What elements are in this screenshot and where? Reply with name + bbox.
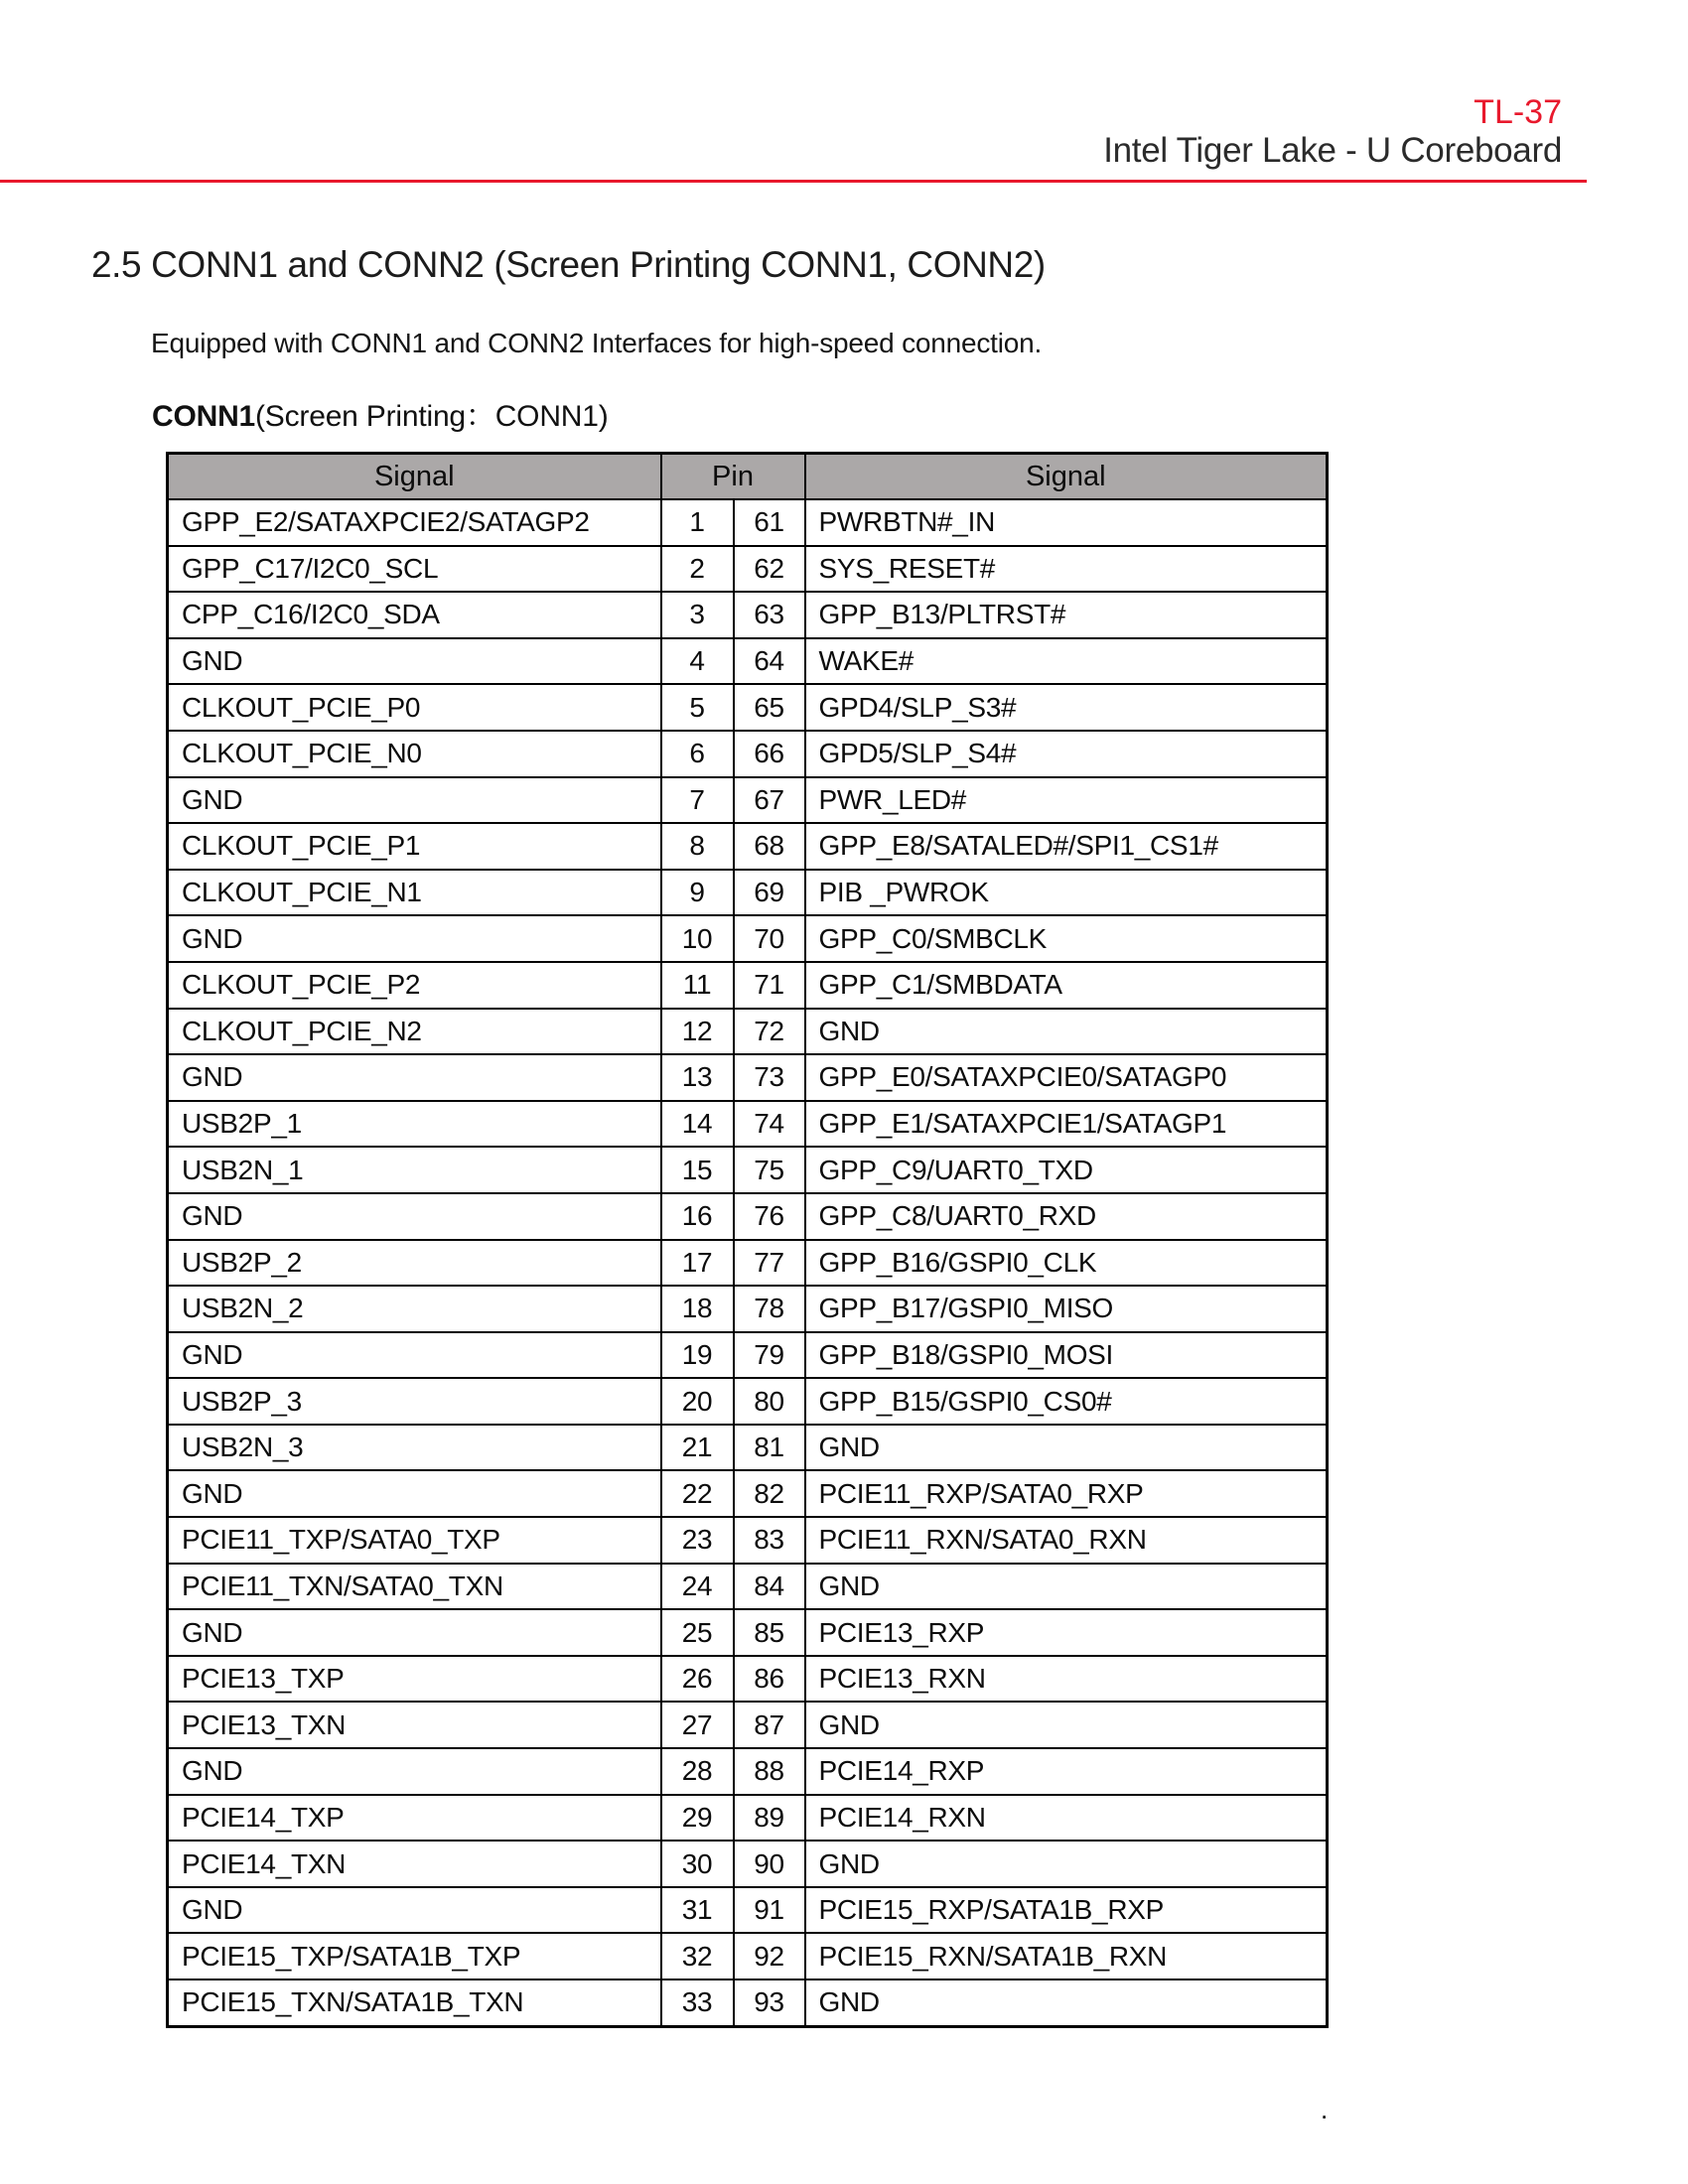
pin-right-cell: 77 bbox=[734, 1240, 805, 1287]
pin-left-cell: 12 bbox=[661, 1009, 734, 1055]
signal-right-cell: PCIE11_RXP/SATA0_RXP bbox=[805, 1470, 1328, 1517]
signal-right-cell: GPP_C9/UART0_TXD bbox=[805, 1147, 1328, 1193]
signal-right-cell: PIB _PWROK bbox=[805, 870, 1328, 916]
pin-right-cell: 90 bbox=[734, 1841, 805, 1887]
conn1-label bbox=[152, 391, 609, 435]
table-row bbox=[168, 1101, 1328, 1148]
pin-right-cell: 89 bbox=[734, 1795, 805, 1842]
pin-left-cell: 31 bbox=[661, 1887, 734, 1934]
signal-left-cell: PCIE11_TXP/SATA0_TXP bbox=[168, 1517, 661, 1564]
table-row bbox=[168, 1240, 1328, 1287]
pin-right-cell: 66 bbox=[734, 731, 805, 777]
signal-right-cell: PCIE13_RXN bbox=[805, 1656, 1328, 1703]
signal-left-cell: GND bbox=[168, 1470, 661, 1517]
signal-right-cell: WAKE# bbox=[805, 638, 1328, 685]
pin-left-cell: 29 bbox=[661, 1795, 734, 1842]
pin-right-cell: 92 bbox=[734, 1933, 805, 1979]
pin-left-cell: 17 bbox=[661, 1240, 734, 1287]
signal-right-cell: GND bbox=[805, 1564, 1328, 1610]
pin-right-cell: 67 bbox=[734, 777, 805, 824]
signal-left-cell: GND bbox=[168, 915, 661, 962]
signal-left-cell: USB2N_1 bbox=[168, 1147, 661, 1193]
pin-left-cell: 23 bbox=[661, 1517, 734, 1564]
table-row bbox=[168, 684, 1328, 731]
signal-left-cell: CLKOUT_PCIE_N1 bbox=[168, 870, 661, 916]
pin-right-cell: 64 bbox=[734, 638, 805, 685]
signal-left-cell: GND bbox=[168, 638, 661, 685]
table-row bbox=[168, 1933, 1328, 1979]
signal-left-cell: PCIE14_TXP bbox=[168, 1795, 661, 1842]
table-row bbox=[168, 1887, 1328, 1934]
signal-right-cell: GND bbox=[805, 1702, 1328, 1748]
pin-right-cell: 61 bbox=[734, 499, 805, 546]
signal-right-cell: GPP_B16/GSPI0_CLK bbox=[805, 1240, 1328, 1287]
signal-right-cell: GND bbox=[805, 1009, 1328, 1055]
table-row bbox=[168, 777, 1328, 824]
pin-right-cell: 79 bbox=[734, 1332, 805, 1379]
signal-right-cell: PCIE15_RXN/SATA1B_RXN bbox=[805, 1933, 1328, 1979]
table-row bbox=[168, 1425, 1328, 1471]
signal-right-cell: PCIE13_RXP bbox=[805, 1609, 1328, 1656]
pin-right-cell: 70 bbox=[734, 915, 805, 962]
signal-left-cell: USB2N_3 bbox=[168, 1425, 661, 1471]
table-row bbox=[168, 1286, 1328, 1332]
pin-left-cell: 5 bbox=[661, 684, 734, 731]
table-row bbox=[168, 962, 1328, 1009]
signal-left-cell: PCIE11_TXN/SATA0_TXN bbox=[168, 1564, 661, 1610]
signal-right-cell: GND bbox=[805, 1425, 1328, 1471]
pin-left-cell: 30 bbox=[661, 1841, 734, 1887]
table-row bbox=[168, 1702, 1328, 1748]
doc-code: TL-37 bbox=[1474, 93, 1562, 131]
signal-right-cell: PWRBTN#_IN bbox=[805, 499, 1328, 546]
conn1-label-rest: (Screen Printing：CONN1) bbox=[255, 400, 609, 433]
table-row bbox=[168, 1795, 1328, 1842]
pin-left-cell: 6 bbox=[661, 731, 734, 777]
signal-left-cell: PCIE15_TXP/SATA1B_TXP bbox=[168, 1933, 661, 1979]
signal-left-cell: PCIE15_TXN/SATA1B_TXN bbox=[168, 1979, 661, 2026]
pin-right-cell: 75 bbox=[734, 1147, 805, 1193]
pin-right-cell: 83 bbox=[734, 1517, 805, 1564]
trailing-period: . bbox=[1321, 2095, 1329, 2124]
pin-right-cell: 78 bbox=[734, 1286, 805, 1332]
table-row bbox=[168, 1656, 1328, 1703]
signal-left-cell: CLKOUT_PCIE_P2 bbox=[168, 962, 661, 1009]
table-row bbox=[168, 1009, 1328, 1055]
intro-paragraph: Equipped with CONN1 and CONN2 Interfaces for high-speed connection. bbox=[151, 328, 1043, 358]
pin-left-cell: 2 bbox=[661, 546, 734, 593]
pin-left-cell: 13 bbox=[661, 1054, 734, 1101]
table-row bbox=[168, 1841, 1328, 1887]
signal-left-cell: PCIE13_TXP bbox=[168, 1656, 661, 1703]
pin-right-cell: 91 bbox=[734, 1887, 805, 1934]
signal-right-cell: PCIE14_RXN bbox=[805, 1795, 1328, 1842]
pin-right-cell: 69 bbox=[734, 870, 805, 916]
pin-left-cell: 11 bbox=[661, 962, 734, 1009]
table-row bbox=[168, 499, 1328, 546]
pin-left-cell: 9 bbox=[661, 870, 734, 916]
table-row bbox=[168, 870, 1328, 916]
conn1-label-bold: CONN1 bbox=[152, 400, 256, 433]
pin-right-cell: 82 bbox=[734, 1470, 805, 1517]
pin-right-cell: 80 bbox=[734, 1378, 805, 1425]
signal-left-cell: CPP_C16/I2C0_SDA bbox=[168, 592, 661, 638]
table-row bbox=[168, 638, 1328, 685]
signal-right-cell: PCIE15_RXP/SATA1B_RXP bbox=[805, 1887, 1328, 1934]
pin-right-cell: 68 bbox=[734, 823, 805, 870]
pin-right-cell: 85 bbox=[734, 1609, 805, 1656]
signal-right-cell: GPD5/SLP_S4# bbox=[805, 731, 1328, 777]
pin-right-cell: 74 bbox=[734, 1101, 805, 1148]
signal-left-cell: GND bbox=[168, 1332, 661, 1379]
table-row bbox=[168, 1332, 1328, 1379]
signal-left-cell: GND bbox=[168, 777, 661, 824]
pin-left-cell: 21 bbox=[661, 1425, 734, 1471]
pin-left-cell: 1 bbox=[661, 499, 734, 546]
table-row bbox=[168, 1517, 1328, 1564]
signal-left-cell: PCIE14_TXN bbox=[168, 1841, 661, 1887]
pin-left-cell: 3 bbox=[661, 592, 734, 638]
signal-left-cell: GND bbox=[168, 1193, 661, 1240]
signal-right-cell: GPP_B17/GSPI0_MISO bbox=[805, 1286, 1328, 1332]
pin-left-cell: 7 bbox=[661, 777, 734, 824]
table-header-row bbox=[168, 454, 1328, 500]
signal-left-cell: CLKOUT_PCIE_P1 bbox=[168, 823, 661, 870]
table-row bbox=[168, 731, 1328, 777]
signal-right-cell: GPP_B15/GSPI0_CS0# bbox=[805, 1378, 1328, 1425]
signal-right-cell: GPP_B18/GSPI0_MOSI bbox=[805, 1332, 1328, 1379]
signal-right-cell: GPP_E8/SATALED#/SPI1_CS1# bbox=[805, 823, 1328, 870]
pin-left-cell: 26 bbox=[661, 1656, 734, 1703]
table-row bbox=[168, 1564, 1328, 1610]
table-row bbox=[168, 915, 1328, 962]
pin-left-cell: 19 bbox=[661, 1332, 734, 1379]
pin-left-cell: 28 bbox=[661, 1748, 734, 1795]
pin-right-cell: 93 bbox=[734, 1979, 805, 2026]
pin-right-cell: 76 bbox=[734, 1193, 805, 1240]
signal-left-cell: USB2N_2 bbox=[168, 1286, 661, 1332]
signal-right-cell: PCIE11_RXN/SATA0_RXN bbox=[805, 1517, 1328, 1564]
signal-left-cell: PCIE13_TXN bbox=[168, 1702, 661, 1748]
signal-left-cell: USB2P_1 bbox=[168, 1101, 661, 1148]
doc-subtitle: Intel Tiger Lake - U Coreboard bbox=[1103, 131, 1562, 170]
signal-left-cell: USB2P_2 bbox=[168, 1240, 661, 1287]
pin-right-cell: 88 bbox=[734, 1748, 805, 1795]
section-heading: 2.5 CONN1 and CONN2 (Screen Printing CONN1, CONN2) bbox=[91, 244, 1046, 285]
conn1-pin-table bbox=[166, 452, 1329, 2028]
table-row bbox=[168, 1054, 1328, 1101]
col-header-signal-right: Signal bbox=[805, 454, 1328, 500]
pin-right-cell: 71 bbox=[734, 962, 805, 1009]
pin-right-cell: 84 bbox=[734, 1564, 805, 1610]
signal-left-cell: CLKOUT_PCIE_N2 bbox=[168, 1009, 661, 1055]
signal-left-cell: USB2P_3 bbox=[168, 1378, 661, 1425]
col-header-pin: Pin bbox=[661, 454, 805, 500]
signal-left-cell: GND bbox=[168, 1609, 661, 1656]
table-row bbox=[168, 1470, 1328, 1517]
table-row bbox=[168, 1147, 1328, 1193]
pin-right-cell: 72 bbox=[734, 1009, 805, 1055]
pin-left-cell: 20 bbox=[661, 1378, 734, 1425]
pin-left-cell: 27 bbox=[661, 1702, 734, 1748]
pin-left-cell: 16 bbox=[661, 1193, 734, 1240]
table-row bbox=[168, 823, 1328, 870]
table-row bbox=[168, 592, 1328, 638]
signal-left-cell: GND bbox=[168, 1054, 661, 1101]
pin-right-cell: 63 bbox=[734, 592, 805, 638]
signal-right-cell: GPP_C1/SMBDATA bbox=[805, 962, 1328, 1009]
pin-left-cell: 14 bbox=[661, 1101, 734, 1148]
pin-right-cell: 62 bbox=[734, 546, 805, 593]
signal-right-cell: GND bbox=[805, 1979, 1328, 2026]
signal-left-cell: CLKOUT_PCIE_N0 bbox=[168, 731, 661, 777]
pin-left-cell: 10 bbox=[661, 915, 734, 962]
pin-left-cell: 32 bbox=[661, 1933, 734, 1979]
signal-right-cell: SYS_RESET# bbox=[805, 546, 1328, 593]
signal-right-cell: GPP_C0/SMBCLK bbox=[805, 915, 1328, 962]
pin-left-cell: 22 bbox=[661, 1470, 734, 1517]
pin-right-cell: 87 bbox=[734, 1702, 805, 1748]
table-row bbox=[168, 1609, 1328, 1656]
table-row bbox=[168, 1979, 1328, 2026]
signal-right-cell: GPD4/SLP_S3# bbox=[805, 684, 1328, 731]
pin-left-cell: 18 bbox=[661, 1286, 734, 1332]
pin-right-cell: 65 bbox=[734, 684, 805, 731]
signal-left-cell: CLKOUT_PCIE_P0 bbox=[168, 684, 661, 731]
table-row bbox=[168, 1748, 1328, 1795]
signal-left-cell: GPP_C17/I2C0_SCL bbox=[168, 546, 661, 593]
table-row bbox=[168, 1378, 1328, 1425]
table-row bbox=[168, 1193, 1328, 1240]
header-rule bbox=[0, 180, 1587, 183]
signal-left-cell: GPP_E2/SATAXPCIE2/SATAGP2 bbox=[168, 499, 661, 546]
signal-left-cell: GND bbox=[168, 1887, 661, 1934]
signal-left-cell: GND bbox=[168, 1748, 661, 1795]
signal-right-cell: PWR_LED# bbox=[805, 777, 1328, 824]
pin-left-cell: 33 bbox=[661, 1979, 734, 2026]
signal-right-cell: GPP_B13/PLTRST# bbox=[805, 592, 1328, 638]
pin-left-cell: 24 bbox=[661, 1564, 734, 1610]
pin-left-cell: 25 bbox=[661, 1609, 734, 1656]
pin-left-cell: 4 bbox=[661, 638, 734, 685]
conn1-table-body bbox=[168, 499, 1328, 2026]
col-header-signal-left: Signal bbox=[168, 454, 661, 500]
signal-right-cell: GPP_E0/SATAXPCIE0/SATAGP0 bbox=[805, 1054, 1328, 1101]
signal-right-cell: GND bbox=[805, 1841, 1328, 1887]
pin-right-cell: 81 bbox=[734, 1425, 805, 1471]
pin-left-cell: 15 bbox=[661, 1147, 734, 1193]
signal-right-cell: GPP_E1/SATAXPCIE1/SATAGP1 bbox=[805, 1101, 1328, 1148]
table-row bbox=[168, 546, 1328, 593]
signal-right-cell: GPP_C8/UART0_RXD bbox=[805, 1193, 1328, 1240]
signal-right-cell: PCIE14_RXP bbox=[805, 1748, 1328, 1795]
pin-right-cell: 73 bbox=[734, 1054, 805, 1101]
pin-right-cell: 86 bbox=[734, 1656, 805, 1703]
pin-left-cell: 8 bbox=[661, 823, 734, 870]
